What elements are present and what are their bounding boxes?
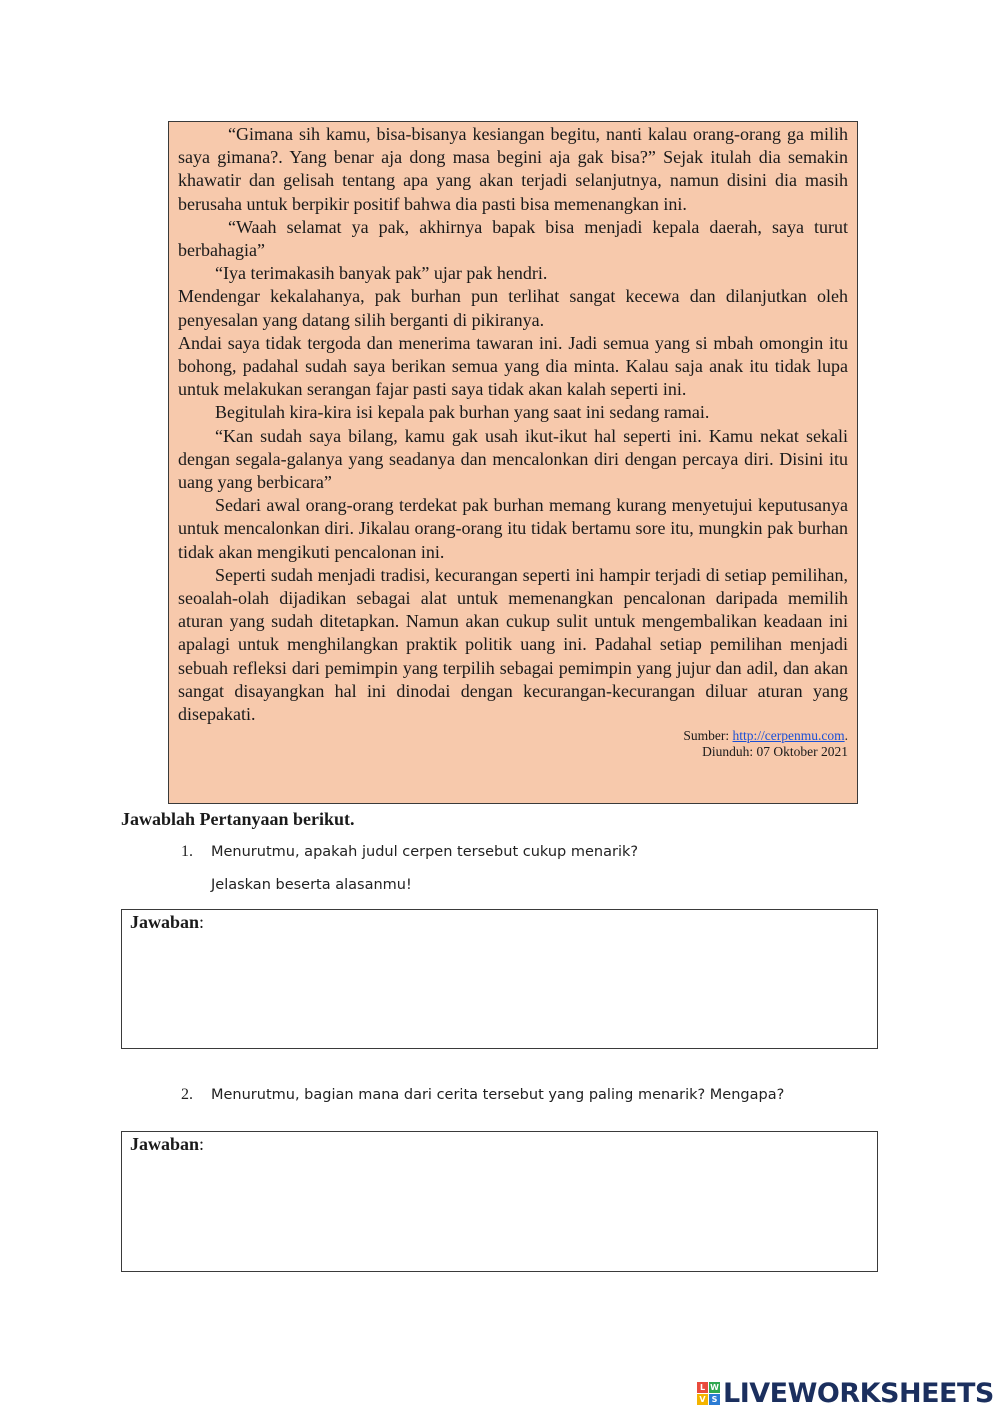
question-1 [181, 843, 638, 861]
source-link[interactable]: http://cerpenmu.com [732, 728, 845, 744]
source-citation [178, 728, 848, 760]
source-dot: . [844, 728, 848, 744]
question-1-line2: Jelaskan beserta alasanmu! [211, 877, 412, 893]
answer-label: Jawaban: [130, 912, 205, 932]
story-paragraph: Mendengar kekalahanya, pak burhan pun terlihat sangat kecewa dan dilanjutkan oleh penyesalan yang datang silih berganti di pikiranya. [178, 286, 848, 330]
question-text: Menurutmu, apakah judul cerpen tersebut cukup menarik? [211, 844, 639, 860]
question-2 [181, 1086, 784, 1104]
story-excerpt-box [168, 121, 858, 804]
logo-icon-cell: V [697, 1394, 708, 1405]
story-paragraph: “Iya terimakasih banyak pak” ujar pak hendri. [215, 263, 548, 284]
question-text: Menurutmu, bagian mana dari cerita tersebut yang paling menarik? Mengapa? [211, 1087, 785, 1103]
source-label: Sumber: [683, 728, 733, 744]
story-paragraph: “Waah selamat ya pak, akhirnya bapak bisa menjadi kepala daerah, saya turut berbahagia” [178, 216, 848, 261]
logo-icon-cell: W [710, 1382, 719, 1392]
story-paragraph: “Gimana sih kamu, bisa-bisanya kesiangan begitu, nanti kalau orang-orang ga milih saya gimana?. Yang benar aja dong masa begini aja gak bisa?” Sejak itulah dia semakin khawatir dan gelisah tentang apa yang akan terjadi selanjutnya, namun disini dia masih berusaha untuk berpikir positif bahwa dia pasti bisa memenangkan ini. [178, 124, 848, 214]
liveworksheets-logo [697, 1378, 994, 1408]
story-paragraph: Sedari awal orang-orang terdekat pak burhan memang kurang menyetujui keputusanya untuk mencalonkan diri. Jikalau orang-orang itu tidak bertamu sore itu, mungkin pak burhan tidak akan mengikuti pencalonan ini. [178, 495, 848, 562]
logo-icon-cell: S [709, 1394, 720, 1405]
answer-box-1[interactable] [121, 909, 878, 1049]
question-number: 2. [181, 1086, 193, 1103]
answer-box-2[interactable] [121, 1131, 878, 1272]
story-paragraph: “Kan sudah saya bilang, kamu gak usah ikut-ikut hal seperti ini. Kamu nekat sekali dengan segala-galanya yang seadanya dan mencalonkan diri dengan percaya diri. Disini itu uang yang berbicara” [178, 425, 848, 493]
logo-text: LIVEWORKSHEETS [723, 1377, 994, 1409]
answer-label: Jawaban: [130, 1134, 205, 1154]
question-number: 1. [181, 843, 193, 860]
questions-heading: Jawablah Pertanyaan berikut. [121, 809, 355, 829]
story-paragraph: Seperti sudah menjadi tradisi, kecurangan seperti ini hampir terjadi di setiap pemilihan, seoalah-olah dijadikan sebagai alat untuk memenangkan pencalonan daripada memilih aturan yang sudah ditetapkan. Namun akan cukup sulit untuk mengembalikan keadaan ini apalagi untuk menghilangkan praktik politik uang ini. Padahal setiap pemilihan menjadi sebuah refleksi dari pemimpin yang terpilih sebagai pemimpin yang jujur dan adil, dan akan sangat disayangkan hal ini dinodai dengan kecurangan-kecurangan diluar aturan yang disepakati. [178, 564, 848, 725]
download-date: Diunduh: 07 Oktober 2021 [702, 744, 848, 760]
story-paragraph: Andai saya tidak tergoda dan menerima tawaran ini. Jadi semua yang si mbah omongin itu bohong, padahal sudah saya berikan semua yang dia minta. Kalau saja anak itu tidak lupa untuk melakukan serangan fajar pasti saya tidak akan kalah seperti ini. [178, 332, 848, 400]
story-paragraph: Begitulah kira-kira isi kepala pak burhan yang saat ini sedang ramai. [215, 402, 710, 423]
liveworksheets-logo-icon [697, 1382, 720, 1405]
logo-icon-cell: L [697, 1382, 708, 1393]
